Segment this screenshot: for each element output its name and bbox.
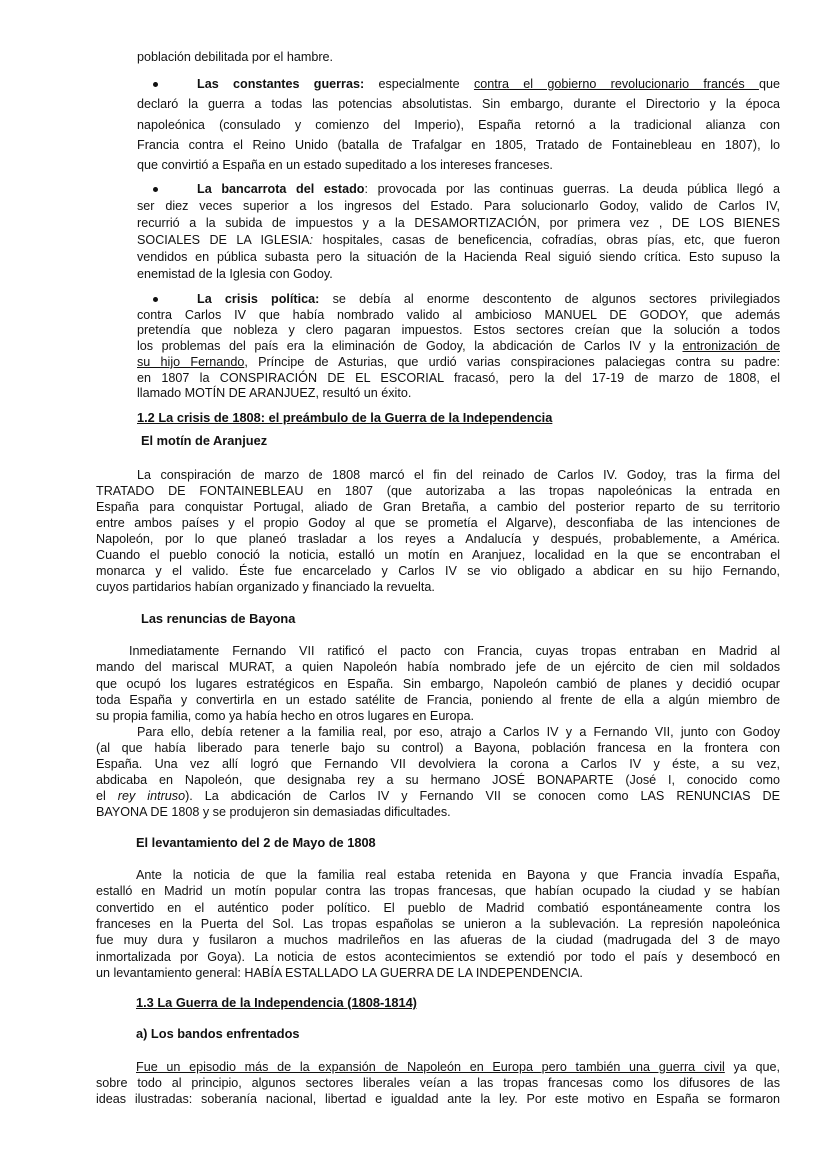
text-segment: un levantamiento general: HABÍA ESTALLADO LA GUERRA DE LA INDEPENDENCIA.: [96, 965, 583, 980]
paragraph-renuncias-2: [96, 724, 780, 820]
text-segment: La bancarrota del estado: [197, 182, 365, 196]
text-line: [137, 74, 780, 94]
text-segment: España para conquistar Portugal, aliado de Gran Bretaña, a cambio del posterior reparto de su territorio: [96, 500, 780, 514]
text-segment: Fue un episodio más de la expansión de Napoleón en Europa pero también una guerra civil: [136, 1060, 725, 1074]
text-line: [96, 772, 780, 788]
bullet-crisis-politica: [137, 292, 780, 402]
paragraph-intro-tail: [137, 47, 780, 67]
text-segment: estalló en Madrid un motín popular contra las tropas francesas, que habían ocupado la ciudad y se habían: [96, 884, 780, 899]
text-segment: población debilitada por el hambre.: [137, 50, 334, 64]
text-segment: especialmente: [364, 77, 474, 91]
text-segment: franceses en la Puerta del Sol. Las tropas españolas se unieron a la sublevación. La represión napoleónica: [96, 916, 780, 931]
text-line: [137, 198, 780, 215]
text-line: [96, 1091, 780, 1107]
text-line: [96, 467, 780, 483]
text-line: [137, 215, 780, 232]
text-line: [96, 949, 780, 965]
text-line: [96, 692, 780, 708]
paragraph-motin-aranjuez: [96, 467, 780, 595]
text-line: [96, 483, 780, 499]
paragraph-renuncias-1: [96, 643, 780, 724]
text-line: [96, 547, 780, 563]
text-segment: sobre todo al principio, algunos sectores liberales veían a las tropas francesas como los difusores de las: [96, 1076, 780, 1090]
subheading-levantamiento: El levantamiento del 2 de Mayo de 1808: [136, 835, 376, 850]
text-line: [96, 756, 780, 772]
paragraph-bandos: [96, 1059, 780, 1107]
text-segment: TRATADO DE FONTAINEBLEAU en 1807 (que autorizaba a las tropas napoleónicas la entrada en: [96, 484, 780, 498]
text-line: [96, 499, 780, 515]
subheading-bandos: a) Los bandos enfrentados: [136, 1026, 300, 1041]
text-segment: Ante la noticia de que la familia real estaba retenida en Bayona y que Francia invadía España,: [136, 868, 780, 882]
text-segment: ). La abdicación de Carlos IV y Fernando VII se conocen como LAS RENUNCIAS DE: [185, 789, 780, 803]
text-segment: su propia familia, como ya había hecho en otros lugares en Europa.: [96, 709, 475, 723]
text-segment: entre ambos países y el propio Godoy al que se prometía el Algarve), desconfiaba de las intenciones de: [96, 516, 780, 530]
paragraph-levantamiento: [96, 867, 780, 981]
text-line: [96, 579, 780, 595]
text-line: [96, 804, 780, 820]
text-segment: :: [309, 233, 314, 247]
text-segment: (al que había liberado para tenerle bajo su control) a Bayona, población francesa en la frontera con: [96, 741, 780, 755]
text-segment: rey intruso: [117, 789, 186, 803]
text-line: [96, 708, 780, 724]
text-line: [137, 47, 780, 67]
text-line: [137, 308, 780, 324]
text-segment: recurrió a la subida de impuestos y a la DESAMORTIZACIÓN, por primera vez , DE LOS BIENES: [137, 216, 780, 230]
text-segment: Para ello, debía retener a la familia real, por eso, atrajo a Carlos IV y a Fernando VII, junto con Godoy: [137, 725, 780, 739]
text-segment: su hijo Fernando: [137, 354, 245, 369]
text-line: [137, 94, 780, 114]
text-segment: pretendía que nobleza y clero pagaran impuestos. Estos sectores creían que la solución a todos: [137, 323, 780, 338]
text-segment: contra Carlos IV que había nombrado valido al ambicioso MANUEL DE GODOY, que además: [137, 307, 780, 322]
text-segment: ideas ilustradas: soberanía nacional, libertad e igualdad ante la ley. Por este motivo en España se formaron: [96, 1092, 780, 1106]
text-line: [137, 249, 780, 266]
text-segment: cuyos partidarios habían organizado y financiado la revuelta.: [96, 580, 435, 594]
text-segment: toda España y convertirla en un estado satélite de Francia, poniendo al frente de ella a algún miembro de: [96, 692, 780, 707]
text-segment: Las constantes guerras:: [197, 77, 365, 91]
bullet-icon: [137, 181, 197, 198]
text-line: [96, 740, 780, 756]
text-line: [96, 788, 780, 804]
text-line: [96, 965, 780, 981]
text-segment: llamado MOTÍN DE ARANJUEZ, resultó un éxito.: [137, 386, 412, 401]
text-segment: Cuando el pueblo conoció la noticia, estalló un motín en Aranjuez, localidad en la que se encontraban el: [96, 548, 780, 562]
text-line: [137, 232, 780, 249]
bullet-constantes-guerras: [137, 74, 780, 175]
text-segment: España. Una vez allí logró que Fernando VII devolviera la corona a Carlos IV y éste, a su vez,: [96, 757, 780, 771]
bullet-icon: [137, 292, 197, 308]
text-segment: enemistad de la Iglesia con Godoy.: [137, 267, 333, 281]
text-segment: abdicaba en Napoleón, que designaba rey a su hermano JOSÉ BONAPARTE (José I, conocido como: [96, 773, 780, 787]
text-segment: : provocada por las continuas guerras. La deuda pública llegó a: [364, 182, 781, 196]
text-segment: entronización de: [682, 339, 780, 354]
text-line: [137, 155, 780, 175]
bullet-icon: [137, 74, 197, 94]
text-line: [96, 676, 780, 692]
text-segment: Inmediatamente Fernando VII ratificó el pacto con Francia, cuyas tropas entraban en Madrid al: [129, 644, 780, 658]
text-segment: contra el gobierno revolucionario francés: [473, 77, 759, 91]
text-line: [96, 659, 780, 675]
text-segment: monarca y el valido. Éste fue encarcelado y Carlos IV se vio obligado a abdicar en su hijo Fernando,: [96, 564, 780, 578]
text-line: [96, 1075, 780, 1091]
text-line: [96, 883, 780, 899]
text-segment: vendidos en pública subasta pero la situación de la Hacienda Real siguió siendo crítica. Esto supuso la: [137, 250, 780, 264]
text-segment: mando del mariscal MURAT, a quien Napoleón había nombrado jefe de un ejército de cien mil soldados: [96, 660, 780, 675]
text-segment: napoleónica (consulado y comienzo del Imperio), España retornó a la tradicional alianza con: [137, 117, 780, 132]
text-line: [96, 724, 780, 740]
subheading-motin-aranjuez: El motín de Aranjuez: [141, 433, 268, 448]
text-line: [96, 643, 780, 659]
section-heading-1-2: 1.2 La crisis de 1808: el preámbulo de la Guerra de la Independencia: [137, 410, 553, 425]
text-line: [137, 292, 780, 308]
text-segment: declaró la guerra a todas las potencias absolutistas. Sin embargo, durante el Directorio y la época: [137, 97, 780, 112]
text-line: [137, 371, 780, 387]
text-segment: La crisis política:: [197, 292, 320, 306]
text-line: [137, 386, 780, 402]
text-segment: La conspiración de marzo de 1808 marcó el fin del reinado de Carlos IV. Godoy, tras la firma del: [137, 468, 780, 482]
text-line: [96, 916, 780, 932]
text-line: [96, 867, 780, 883]
text-segment: se debía al enorme descontento de algunos sectores privilegiados: [319, 292, 781, 306]
text-segment: Napoleón, por lo que planeó trasladar a los reyes a Andalucía y después, probablemente, a América.: [96, 532, 780, 546]
text-segment: hospitales, casas de beneficencia, cofradías, obras pías, etc, que fueron: [313, 233, 780, 247]
text-segment: , Príncipe de Asturias, que urdió varias conspiraciones palaciegas contra su padre:: [244, 354, 780, 369]
text-line: [137, 339, 780, 355]
text-segment: ya que,: [724, 1060, 780, 1074]
text-line: [137, 323, 780, 339]
text-segment: que convirtió a España en un estado supeditado a los intereses franceses.: [137, 158, 553, 172]
text-line: [137, 266, 780, 283]
text-line: [137, 355, 780, 371]
text-line: [96, 932, 780, 948]
text-line: [137, 115, 780, 135]
text-segment: que: [758, 77, 780, 91]
text-line: [96, 515, 780, 531]
text-segment: inmortalizada por Goya). La noticia de estos acontecimientos se extendió por todo el país y desembocó en: [96, 949, 780, 964]
text-segment: ser diez veces superior a los ingresos del Estado. Para solucionarlo Godoy, valido de Carlos IV,: [137, 199, 780, 213]
text-segment: Francia contra el Reino Unido (batalla de Trafalgar en 1805, Tratado de Fontainebleau en 1807), lo: [137, 137, 780, 152]
text-segment: que ocupó los lugares estratégicos en España. Sin embargo, Napoleón cambió de planes y decidió ocupar: [96, 676, 780, 691]
text-segment: fue muy dura y fusilaron a muchos madrileños en las afueras de la ciudad (madrugada del 3 de mayo: [96, 933, 780, 948]
text-line: [96, 531, 780, 547]
text-segment: los problemas del país era la eliminación de Godoy, la abdicación de Carlos IV y la: [137, 339, 683, 354]
text-line: [137, 135, 780, 155]
text-segment: el: [96, 789, 118, 803]
text-line: [96, 900, 780, 916]
text-line: [137, 181, 780, 198]
text-line: [96, 563, 780, 579]
text-segment: SOCIALES DE LA IGLESIA: [137, 233, 310, 247]
section-heading-1-3: 1.3 La Guerra de la Independencia (1808-1814): [136, 995, 417, 1010]
text-segment: convertido en el auténtico poder político. El pueblo de Madrid combatió espontáneamente contra los: [96, 900, 780, 915]
bullet-bancarrota: [137, 181, 780, 283]
text-segment: BAYONA DE 1808 y se produjeron sin demasiadas dificultades.: [96, 805, 451, 819]
subheading-renuncias-bayona: Las renuncias de Bayona: [141, 611, 296, 626]
text-segment: en 1807 la CONSPIRACIÓN DE EL ESCORIAL fracasó, pero la del 17-19 de marzo de 1808, el: [137, 370, 780, 385]
text-line: [96, 1059, 780, 1075]
